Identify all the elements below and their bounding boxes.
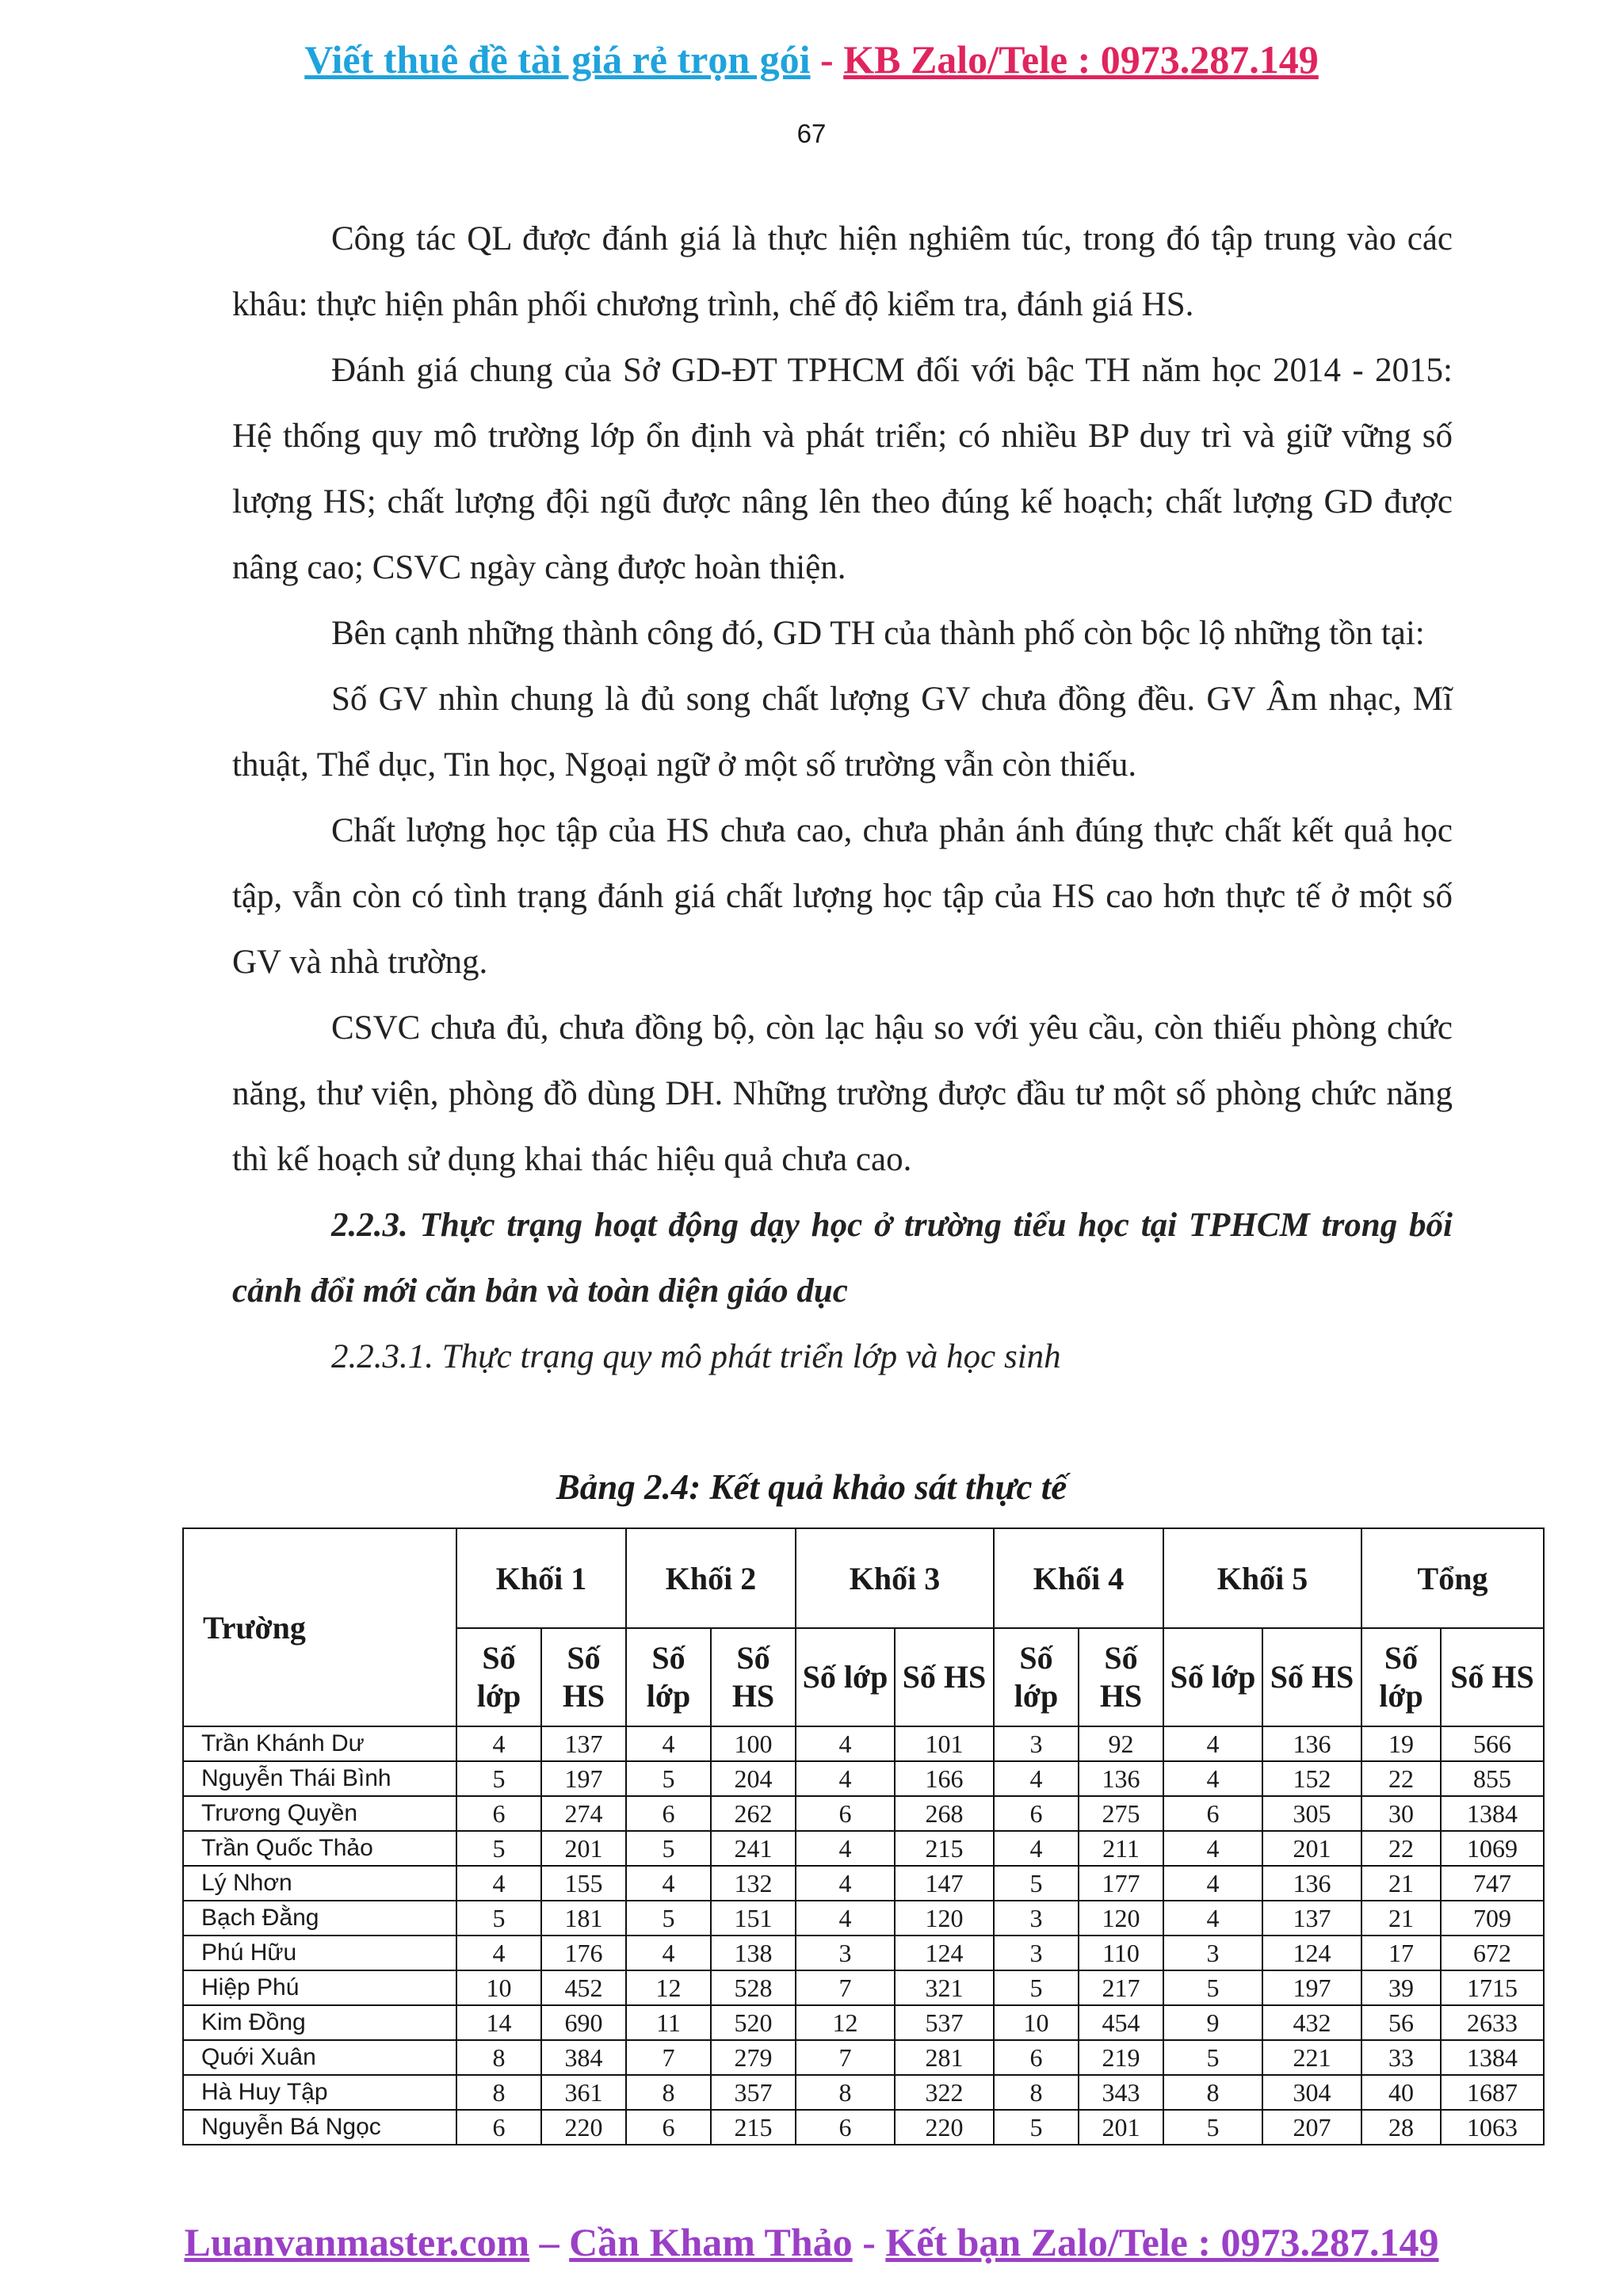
so-hs-cell: 1687	[1441, 2075, 1544, 2110]
survey-table-container	[182, 1527, 1545, 2145]
so-lop-cell: 5	[1163, 2040, 1262, 2075]
header-khoi-1: Khối 1	[456, 1528, 626, 1628]
so-hs-cell: 321	[895, 1970, 994, 2005]
header-so-hs: Số HS	[1441, 1628, 1544, 1726]
so-hs-cell: 672	[1441, 1936, 1544, 1970]
so-hs-cell: 384	[541, 2040, 626, 2075]
so-hs-cell: 215	[711, 2110, 796, 2145]
so-lop-cell: 6	[456, 1796, 541, 1831]
so-lop-cell: 5	[626, 1901, 711, 1936]
table-caption: Bảng 2.4: Kết quả khảo sát thực tế	[556, 1467, 1067, 1507]
header-contact-link[interactable]: KB Zalo/Tele : 0973.287.149	[843, 37, 1319, 82]
so-lop-cell: 6	[796, 1796, 895, 1831]
so-hs-cell: 201	[1262, 1831, 1361, 1866]
so-lop-cell: 4	[796, 1726, 895, 1761]
so-lop-cell: 4	[1163, 1901, 1262, 1936]
table-row	[183, 2005, 1544, 2040]
so-lop-cell: 40	[1361, 2075, 1441, 2110]
survey-table	[182, 1527, 1545, 2145]
so-lop-cell: 8	[626, 2075, 711, 2110]
so-lop-cell: 4	[1163, 1761, 1262, 1796]
school-name-cell: Lý Nhơn	[183, 1866, 456, 1901]
so-hs-cell: 197	[541, 1761, 626, 1796]
so-hs-cell: 275	[1079, 1796, 1163, 1831]
so-hs-cell: 274	[541, 1796, 626, 1831]
header-so-hs: Số HS	[1079, 1628, 1163, 1726]
so-lop-cell: 5	[626, 1831, 711, 1866]
so-lop-cell: 8	[994, 2075, 1079, 2110]
table-body	[183, 1726, 1544, 2145]
so-lop-cell: 5	[456, 1901, 541, 1936]
so-lop-cell: 4	[456, 1726, 541, 1761]
subsection-heading: 2.2.3.1. Thực trạng quy mô phát triển lớp và học sinh	[331, 1338, 1061, 1375]
paragraph: Công tác QL được đánh giá là thực hiện nghiêm túc, trong đó tập trung vào các khâu: thực hiện phân phối chương trình, chế độ kiểm tra, đánh giá HS.	[232, 220, 1453, 323]
so-hs-cell: 201	[1079, 2110, 1163, 2145]
table-row	[183, 1796, 1544, 1831]
school-name-cell: Phú Hữu	[183, 1936, 456, 1970]
so-lop-cell: 4	[796, 1761, 895, 1796]
school-name-cell: Nguyễn Bá Ngọc	[183, 2110, 456, 2145]
so-lop-cell: 21	[1361, 1901, 1441, 1936]
so-lop-cell: 7	[796, 2040, 895, 2075]
so-hs-cell: 432	[1262, 2005, 1361, 2040]
so-hs-cell: 100	[711, 1726, 796, 1761]
table-row	[183, 1831, 1544, 1866]
header-so-lop: Số lớp	[456, 1628, 541, 1726]
so-hs-cell: 454	[1079, 2005, 1163, 2040]
so-hs-cell: 177	[1079, 1866, 1163, 1901]
table-row	[183, 1936, 1544, 1970]
so-hs-cell: 220	[541, 2110, 626, 2145]
table-row	[183, 1866, 1544, 1901]
so-hs-cell: 747	[1441, 1866, 1544, 1901]
so-hs-cell: 137	[541, 1726, 626, 1761]
so-lop-cell: 30	[1361, 1796, 1441, 1831]
header-so-lop: Số lớp	[1163, 1628, 1262, 1726]
so-hs-cell: 281	[895, 2040, 994, 2075]
header-separator: -	[810, 37, 844, 82]
so-hs-cell: 204	[711, 1761, 796, 1796]
footer-contact-link[interactable]: Kết bạn Zalo/Tele : 0973.287.149	[885, 2220, 1439, 2264]
so-hs-cell: 1063	[1441, 2110, 1544, 2145]
so-hs-cell: 136	[1262, 1866, 1361, 1901]
so-lop-cell: 4	[796, 1831, 895, 1866]
so-lop-cell: 5	[456, 1761, 541, 1796]
so-lop-cell: 22	[1361, 1761, 1441, 1796]
school-name-cell: Trương Quyền	[183, 1796, 456, 1831]
so-hs-cell: 855	[1441, 1761, 1544, 1796]
so-lop-cell: 11	[626, 2005, 711, 2040]
so-hs-cell: 537	[895, 2005, 994, 2040]
so-lop-cell: 4	[796, 1866, 895, 1901]
paragraph: Bên cạnh những thành công đó, GD TH của thành phố còn bộc lộ những tồn tại:	[331, 615, 1425, 652]
header-so-hs: Số HS	[1262, 1628, 1361, 1726]
so-lop-cell: 6	[626, 2110, 711, 2145]
so-hs-cell: 566	[1441, 1726, 1544, 1761]
so-lop-cell: 3	[994, 1726, 1079, 1761]
so-lop-cell: 28	[1361, 2110, 1441, 2145]
so-lop-cell: 14	[456, 2005, 541, 2040]
so-lop-cell: 6	[626, 1796, 711, 1831]
so-lop-cell: 4	[796, 1901, 895, 1936]
so-hs-cell: 2633	[1441, 2005, 1544, 2040]
so-lop-cell: 12	[796, 2005, 895, 2040]
document-body	[232, 206, 1453, 1390]
so-lop-cell: 8	[1163, 2075, 1262, 2110]
so-hs-cell: 1715	[1441, 1970, 1544, 2005]
paragraph: CSVC chưa đủ, chưa đồng bộ, còn lạc hậu so với yêu cầu, còn thiếu phòng chức năng, thư viện, phòng đồ dùng DH. Những trường được đầu tư một số phòng chức năng thì kế hoạch sử dụng khai thác hiệu quả chưa cao.	[232, 1009, 1453, 1178]
school-name-cell: Kim Đồng	[183, 2005, 456, 2040]
school-name-cell: Hà Huy Tập	[183, 2075, 456, 2110]
so-lop-cell: 6	[1163, 1796, 1262, 1831]
so-hs-cell: 262	[711, 1796, 796, 1831]
so-hs-cell: 343	[1079, 2075, 1163, 2110]
so-lop-cell: 8	[456, 2075, 541, 2110]
so-hs-cell: 147	[895, 1866, 994, 1901]
so-hs-cell: 1384	[1441, 1796, 1544, 1831]
school-name-cell: Bạch Đằng	[183, 1901, 456, 1936]
school-name-cell: Trần Khánh Dư	[183, 1726, 456, 1761]
so-hs-cell: 136	[1079, 1761, 1163, 1796]
table-row	[183, 1726, 1544, 1761]
so-lop-cell: 5	[994, 2110, 1079, 2145]
table-row	[183, 2040, 1544, 2075]
so-hs-cell: 132	[711, 1866, 796, 1901]
table-row	[183, 1761, 1544, 1796]
header-khoi-4: Khối 4	[994, 1528, 1163, 1628]
so-hs-cell: 279	[711, 2040, 796, 2075]
header-so-hs: Số HS	[895, 1628, 994, 1726]
so-lop-cell: 4	[1163, 1866, 1262, 1901]
so-lop-cell: 4	[1163, 1726, 1262, 1761]
so-hs-cell: 215	[895, 1831, 994, 1866]
so-lop-cell: 8	[796, 2075, 895, 2110]
so-lop-cell: 3	[1163, 1936, 1262, 1970]
so-hs-cell: 197	[1262, 1970, 1361, 2005]
so-lop-cell: 3	[994, 1901, 1079, 1936]
table-row	[183, 2110, 1544, 2145]
so-lop-cell: 4	[626, 1726, 711, 1761]
so-lop-cell: 4	[626, 1866, 711, 1901]
so-lop-cell: 7	[626, 2040, 711, 2075]
so-lop-cell: 5	[1163, 2110, 1262, 2145]
so-hs-cell: 124	[1262, 1936, 1361, 1970]
so-hs-cell: 1384	[1441, 2040, 1544, 2075]
table-row	[183, 1901, 1544, 1936]
footer-site-link[interactable]: Luanvanmaster.com	[184, 2220, 530, 2264]
school-name-cell: Hiệp Phú	[183, 1970, 456, 2005]
so-lop-cell: 8	[456, 2040, 541, 2075]
page-footer	[0, 2214, 1623, 2270]
paragraph: Chất lượng học tập của HS chưa cao, chưa phản ánh đúng thực chất kết quả học tập, vẫn còn có tình trạng đánh giá chất lượng học tập của HS cao hơn thực tế ở một số GV và nhà trường.	[232, 812, 1453, 981]
footer-author-link[interactable]: Cần Kham Thảo	[569, 2220, 853, 2264]
so-hs-cell: 138	[711, 1936, 796, 1970]
header-school: Trường	[183, 1528, 456, 1726]
so-hs-cell: 120	[895, 1901, 994, 1936]
table-row	[183, 1970, 1544, 2005]
page-number: 67	[796, 119, 827, 148]
footer-separator: -	[852, 2220, 886, 2264]
so-lop-cell: 56	[1361, 2005, 1441, 2040]
header-so-lop: Số lớp	[626, 1628, 711, 1726]
so-lop-cell: 5	[994, 1970, 1079, 2005]
so-lop-cell: 4	[456, 1936, 541, 1970]
page-header	[0, 32, 1623, 87]
so-hs-cell: 124	[895, 1936, 994, 1970]
header-khoi-5: Khối 5	[1163, 1528, 1361, 1628]
so-lop-cell: 4	[994, 1831, 1079, 1866]
so-hs-cell: 152	[1262, 1761, 1361, 1796]
so-lop-cell: 22	[1361, 1831, 1441, 1866]
so-lop-cell: 17	[1361, 1936, 1441, 1970]
so-lop-cell: 5	[994, 1866, 1079, 1901]
so-hs-cell: 520	[711, 2005, 796, 2040]
table-row	[183, 2075, 1544, 2110]
so-hs-cell: 357	[711, 2075, 796, 2110]
paragraph: Đánh giá chung của Sở GD-ĐT TPHCM đối với bậc TH năm học 2014 - 2015: Hệ thống quy mô trường lớp ổn định và phát triển; có nhiều BP duy trì và giữ vững số lượng HS; chất lượng đội ngũ được nâng lên theo đúng kế hoạch; chất lượng GD được nâng cao; CSVC ngày càng được hoàn thiện.	[232, 352, 1453, 586]
so-lop-cell: 4	[626, 1936, 711, 1970]
so-hs-cell: 181	[541, 1901, 626, 1936]
header-so-hs: Số HS	[711, 1628, 796, 1726]
so-lop-cell: 6	[994, 2040, 1079, 2075]
so-lop-cell: 5	[456, 1831, 541, 1866]
so-lop-cell: 5	[1163, 1970, 1262, 2005]
so-hs-cell: 136	[1262, 1726, 1361, 1761]
so-lop-cell: 39	[1361, 1970, 1441, 2005]
so-hs-cell: 176	[541, 1936, 626, 1970]
so-lop-cell: 5	[626, 1761, 711, 1796]
so-hs-cell: 137	[1262, 1901, 1361, 1936]
so-hs-cell: 219	[1079, 2040, 1163, 2075]
footer-dash: –	[529, 2220, 570, 2264]
so-hs-cell: 528	[711, 1970, 796, 2005]
so-hs-cell: 92	[1079, 1726, 1163, 1761]
so-lop-cell: 12	[626, 1970, 711, 2005]
so-hs-cell: 268	[895, 1796, 994, 1831]
so-lop-cell: 4	[1163, 1831, 1262, 1866]
so-hs-cell: 361	[541, 2075, 626, 2110]
header-khoi-2: Khối 2	[626, 1528, 796, 1628]
school-name-cell: Nguyễn Thái Bình	[183, 1761, 456, 1796]
so-lop-cell: 6	[456, 2110, 541, 2145]
so-hs-cell: 221	[1262, 2040, 1361, 2075]
so-hs-cell: 217	[1079, 1970, 1163, 2005]
so-hs-cell: 220	[895, 2110, 994, 2145]
so-hs-cell: 241	[711, 1831, 796, 1866]
so-hs-cell: 304	[1262, 2075, 1361, 2110]
so-lop-cell: 6	[994, 1796, 1079, 1831]
so-lop-cell: 4	[994, 1761, 1079, 1796]
so-lop-cell: 9	[1163, 2005, 1262, 2040]
so-hs-cell: 452	[541, 1970, 626, 2005]
so-hs-cell: 305	[1262, 1796, 1361, 1831]
paragraph: Số GV nhìn chung là đủ song chất lượng GV chưa đồng đều. GV Âm nhạc, Mĩ thuật, Thể dục, Tin học, Ngoại ngữ ở một số trường vẫn còn thiếu.	[232, 681, 1453, 784]
so-lop-cell: 33	[1361, 2040, 1441, 2075]
so-hs-cell: 151	[711, 1901, 796, 1936]
so-hs-cell: 110	[1079, 1936, 1163, 1970]
so-lop-cell: 7	[796, 1970, 895, 2005]
so-hs-cell: 101	[895, 1726, 994, 1761]
so-hs-cell: 120	[1079, 1901, 1163, 1936]
so-hs-cell: 166	[895, 1761, 994, 1796]
header-so-lop: Số lớp	[1361, 1628, 1441, 1726]
header-khoi-3: Khối 3	[796, 1528, 994, 1628]
so-hs-cell: 690	[541, 2005, 626, 2040]
school-name-cell: Quới Xuân	[183, 2040, 456, 2075]
section-heading: 2.2.3. Thực trạng hoạt động dạy học ở trường tiểu học tại TPHCM trong bối cảnh đổi mới căn bản và toàn diện giáo dục	[232, 1207, 1453, 1310]
so-hs-cell: 1069	[1441, 1831, 1544, 1866]
header-so-lop: Số lớp	[796, 1628, 895, 1726]
so-lop-cell: 3	[796, 1936, 895, 1970]
header-so-hs: Số HS	[541, 1628, 626, 1726]
so-lop-cell: 4	[456, 1866, 541, 1901]
school-name-cell: Trần Quốc Thảo	[183, 1831, 456, 1866]
so-lop-cell: 10	[456, 1970, 541, 2005]
so-lop-cell: 10	[994, 2005, 1079, 2040]
so-hs-cell: 211	[1079, 1831, 1163, 1866]
so-lop-cell: 21	[1361, 1866, 1441, 1901]
header-tong: Tổng	[1361, 1528, 1544, 1628]
header-service-link[interactable]: Viết thuê đề tài giá rẻ trọn gói	[304, 37, 811, 82]
header-so-lop: Số lớp	[994, 1628, 1079, 1726]
so-hs-cell: 155	[541, 1866, 626, 1901]
so-hs-cell: 709	[1441, 1901, 1544, 1936]
so-lop-cell: 19	[1361, 1726, 1441, 1761]
so-hs-cell: 207	[1262, 2110, 1361, 2145]
so-lop-cell: 3	[994, 1936, 1079, 1970]
so-lop-cell: 6	[796, 2110, 895, 2145]
so-hs-cell: 322	[895, 2075, 994, 2110]
so-hs-cell: 201	[541, 1831, 626, 1866]
